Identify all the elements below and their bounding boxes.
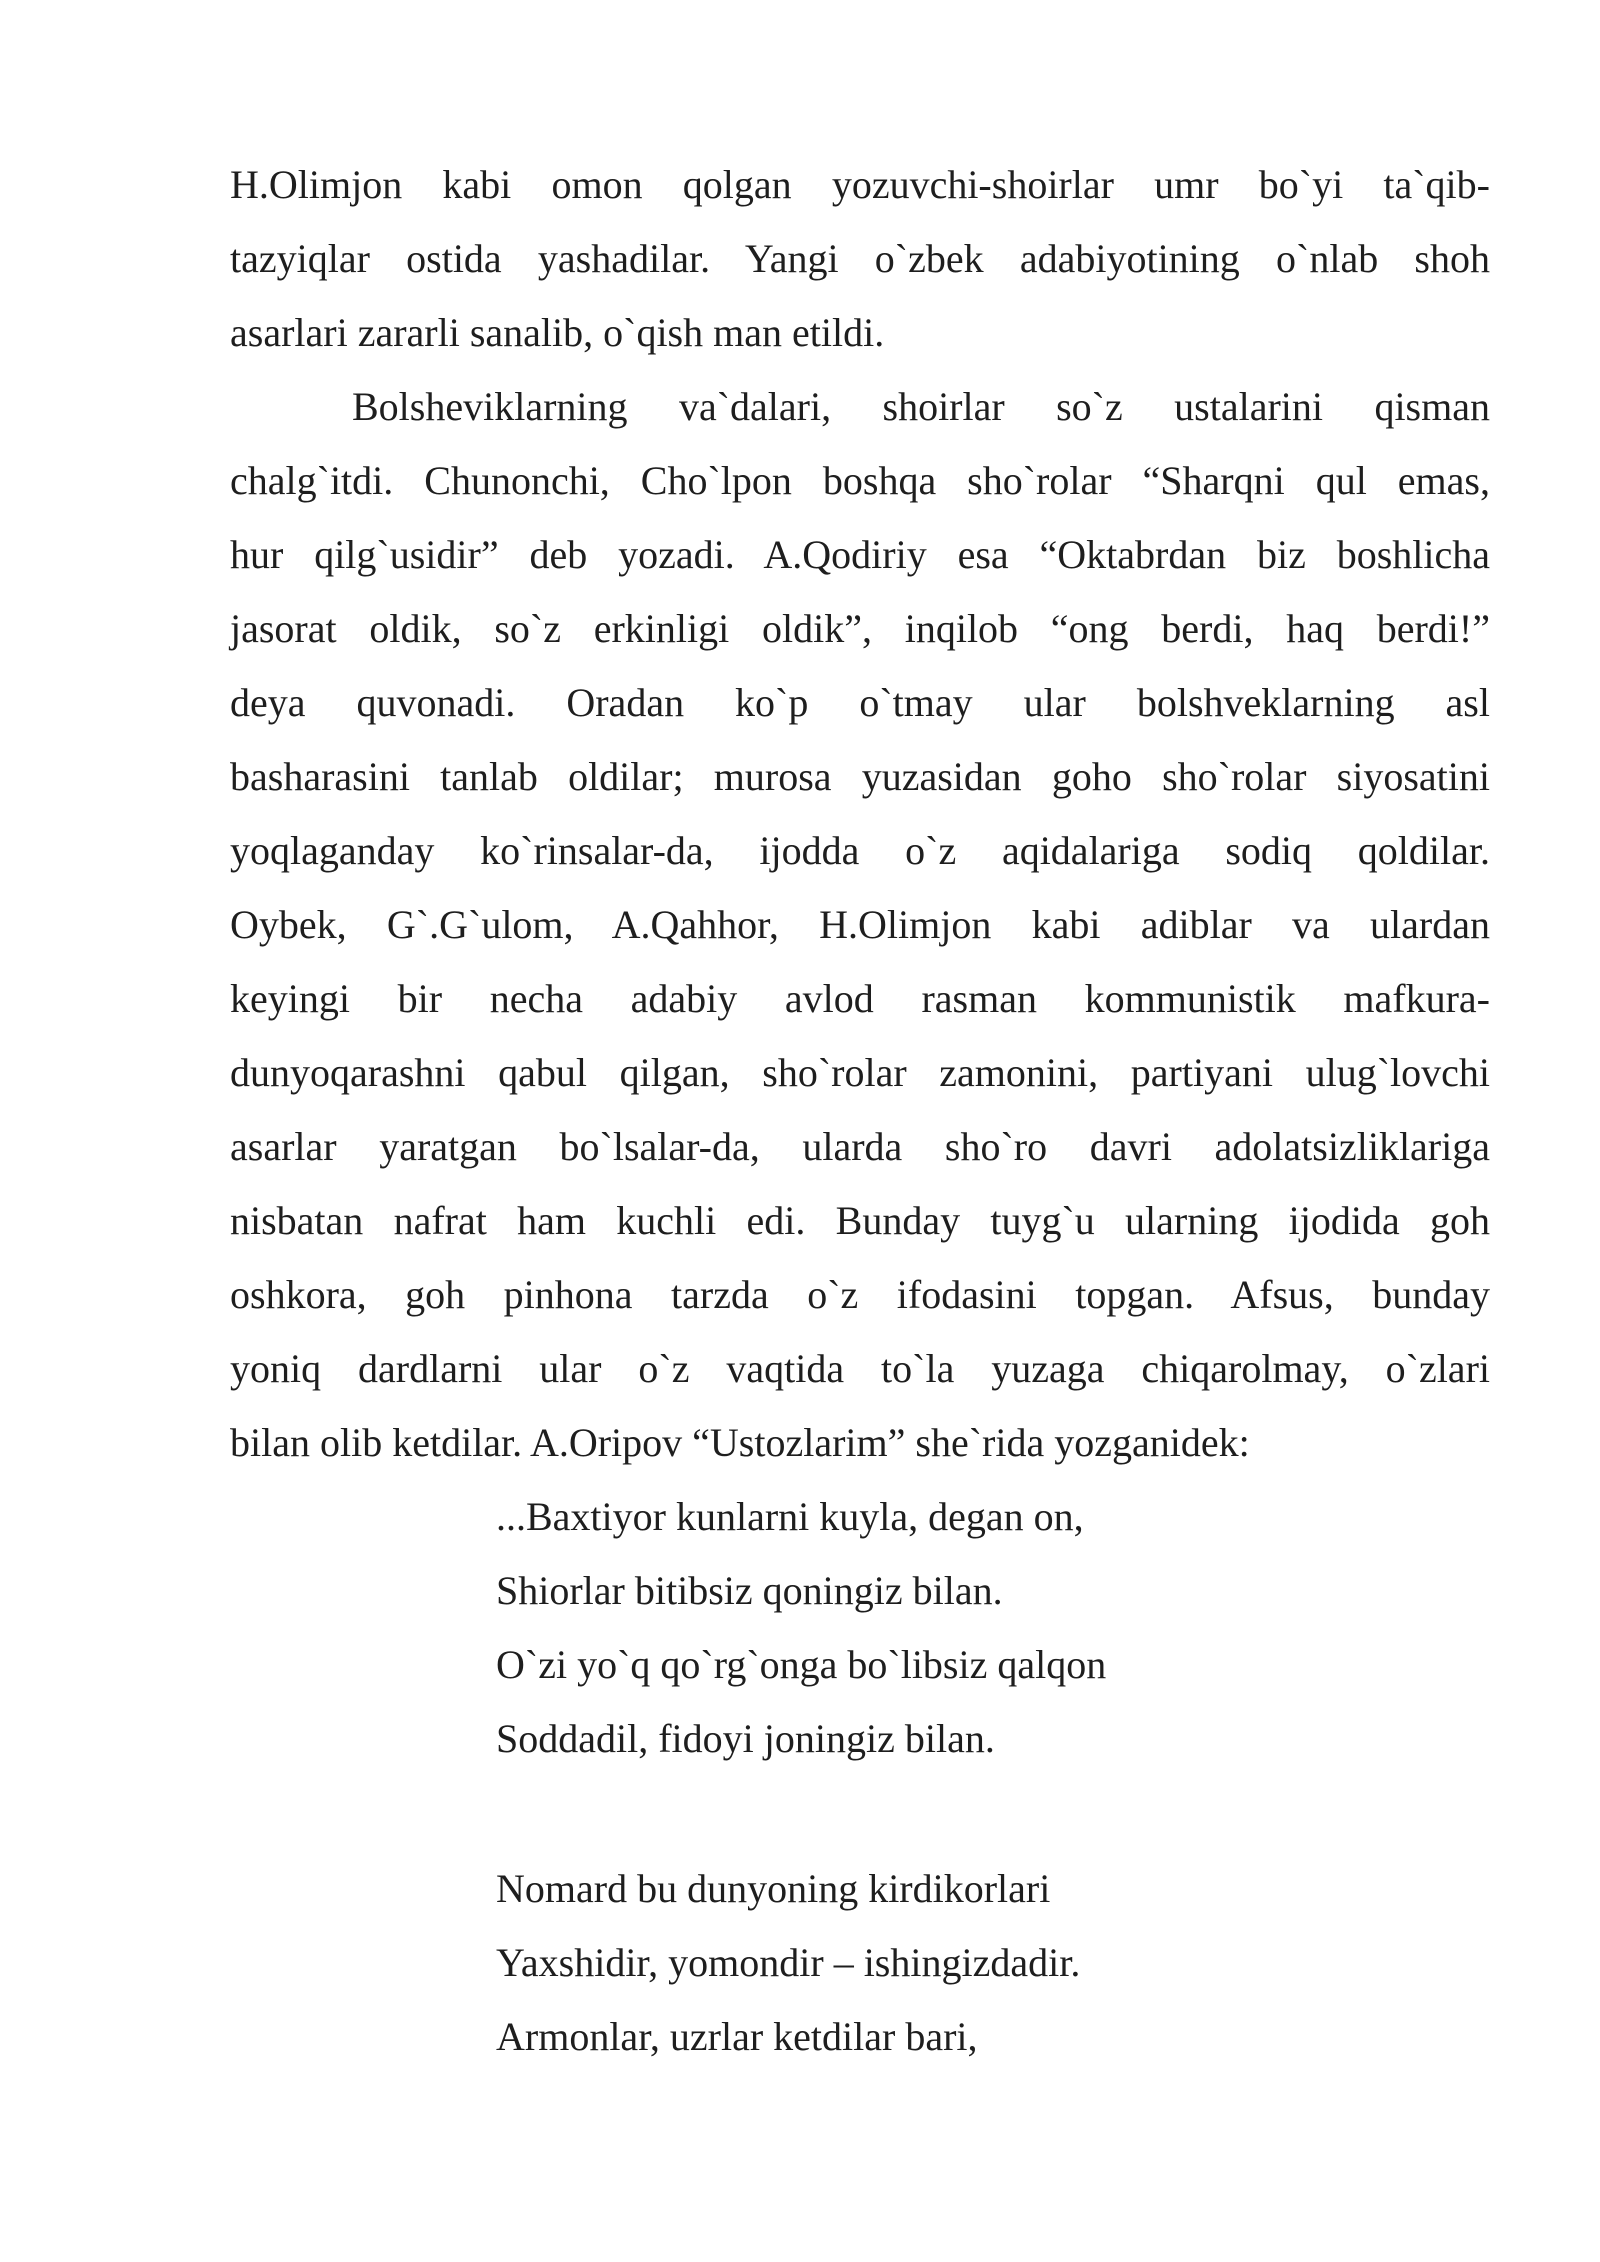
text-line: yoniq dardlarni ular o`z vaqtida to`la yuzaga chiqarolmay, o`zlari [230, 1346, 1490, 1391]
verse-line: Shiorlar bitibsiz qoningiz bilan. [496, 1568, 1003, 1613]
verse-line: Nomard bu dunyoning kirdikorlari [496, 1866, 1051, 1911]
text-line: jasorat oldik, so`z erkinligi oldik”, inqilob “ong berdi, haq berdi!” [230, 606, 1490, 651]
paragraph-2 [230, 370, 1490, 1480]
stanza-gap [230, 1776, 1490, 1852]
verse-line: O`zi yo`q qo`rg`onga bo`libsiz qalqon [496, 1642, 1107, 1687]
text-line: bilan olib ketdilar. A.Oripov “Ustozlarim” she`rida yozganidek: [230, 1420, 1250, 1465]
document-body [230, 148, 1490, 2074]
text-line: asarlar yaratgan bo`lsalar-da, ularda sho`ro davri adolatsizliklariga [230, 1124, 1490, 1169]
verse-stanza-1 [230, 1480, 1490, 1776]
verse-line: Yaxshidir, yomondir – ishingizdadir. [496, 1940, 1081, 1985]
text-line: H.Olimjon kabi omon qolgan yozuvchi-shoirlar umr bo`yi ta`qib- [230, 162, 1490, 207]
verse-line: Armonlar, uzrlar ketdilar bari, [496, 2014, 978, 2059]
paragraph-1 [230, 148, 1490, 370]
text-line: oshkora, goh pinhona tarzda o`z ifodasini topgan. Afsus, bunday [230, 1272, 1490, 1317]
verse-line: ...Baxtiyor kunlarni kuyla, degan on, [496, 1494, 1084, 1539]
verse-stanza-2 [230, 1852, 1490, 2074]
text-line: deya quvonadi. Oradan ko`p o`tmay ular bolshveklarning asl [230, 680, 1490, 725]
text-line: hur qilg`usidir” deb yozadi. A.Qodiriy esa “Oktabrdan biz boshlicha [230, 532, 1490, 577]
text-line: asarlari zararli sanalib, o`qish man etildi. [230, 310, 885, 355]
text-line: nisbatan nafrat ham kuchli edi. Bunday tuyg`u ularning ijodida goh [230, 1198, 1490, 1243]
text-line: yoqlaganday ko`rinsalar-da, ijodda o`z aqidalariga sodiq qoldilar. [230, 828, 1490, 873]
verse-line: Soddadil, fidoyi joningiz bilan. [496, 1716, 995, 1761]
text-line: chalg`itdi. Chunonchi, Cho`lpon boshqa sho`rolar “Sharqni qul emas, [230, 458, 1490, 503]
text-line: basharasini tanlab oldilar; murosa yuzasidan goho sho`rolar siyosatini [230, 754, 1490, 799]
text-line: Oybek, G`.G`ulom, A.Qahhor, H.Olimjon kabi adiblar va ulardan [230, 902, 1490, 947]
text-line: Bolsheviklarning va`dalari, shoirlar so`z ustalarini qisman [352, 384, 1490, 429]
text-line: tazyiqlar ostida yashadilar. Yangi o`zbek adabiyotining o`nlab shoh [230, 236, 1490, 281]
text-line: keyingi bir necha adabiy avlod rasman kommunistik mafkura- [230, 976, 1490, 1021]
text-line: dunyoqarashni qabul qilgan, sho`rolar zamonini, partiyani ulug`lovchi [230, 1050, 1490, 1095]
